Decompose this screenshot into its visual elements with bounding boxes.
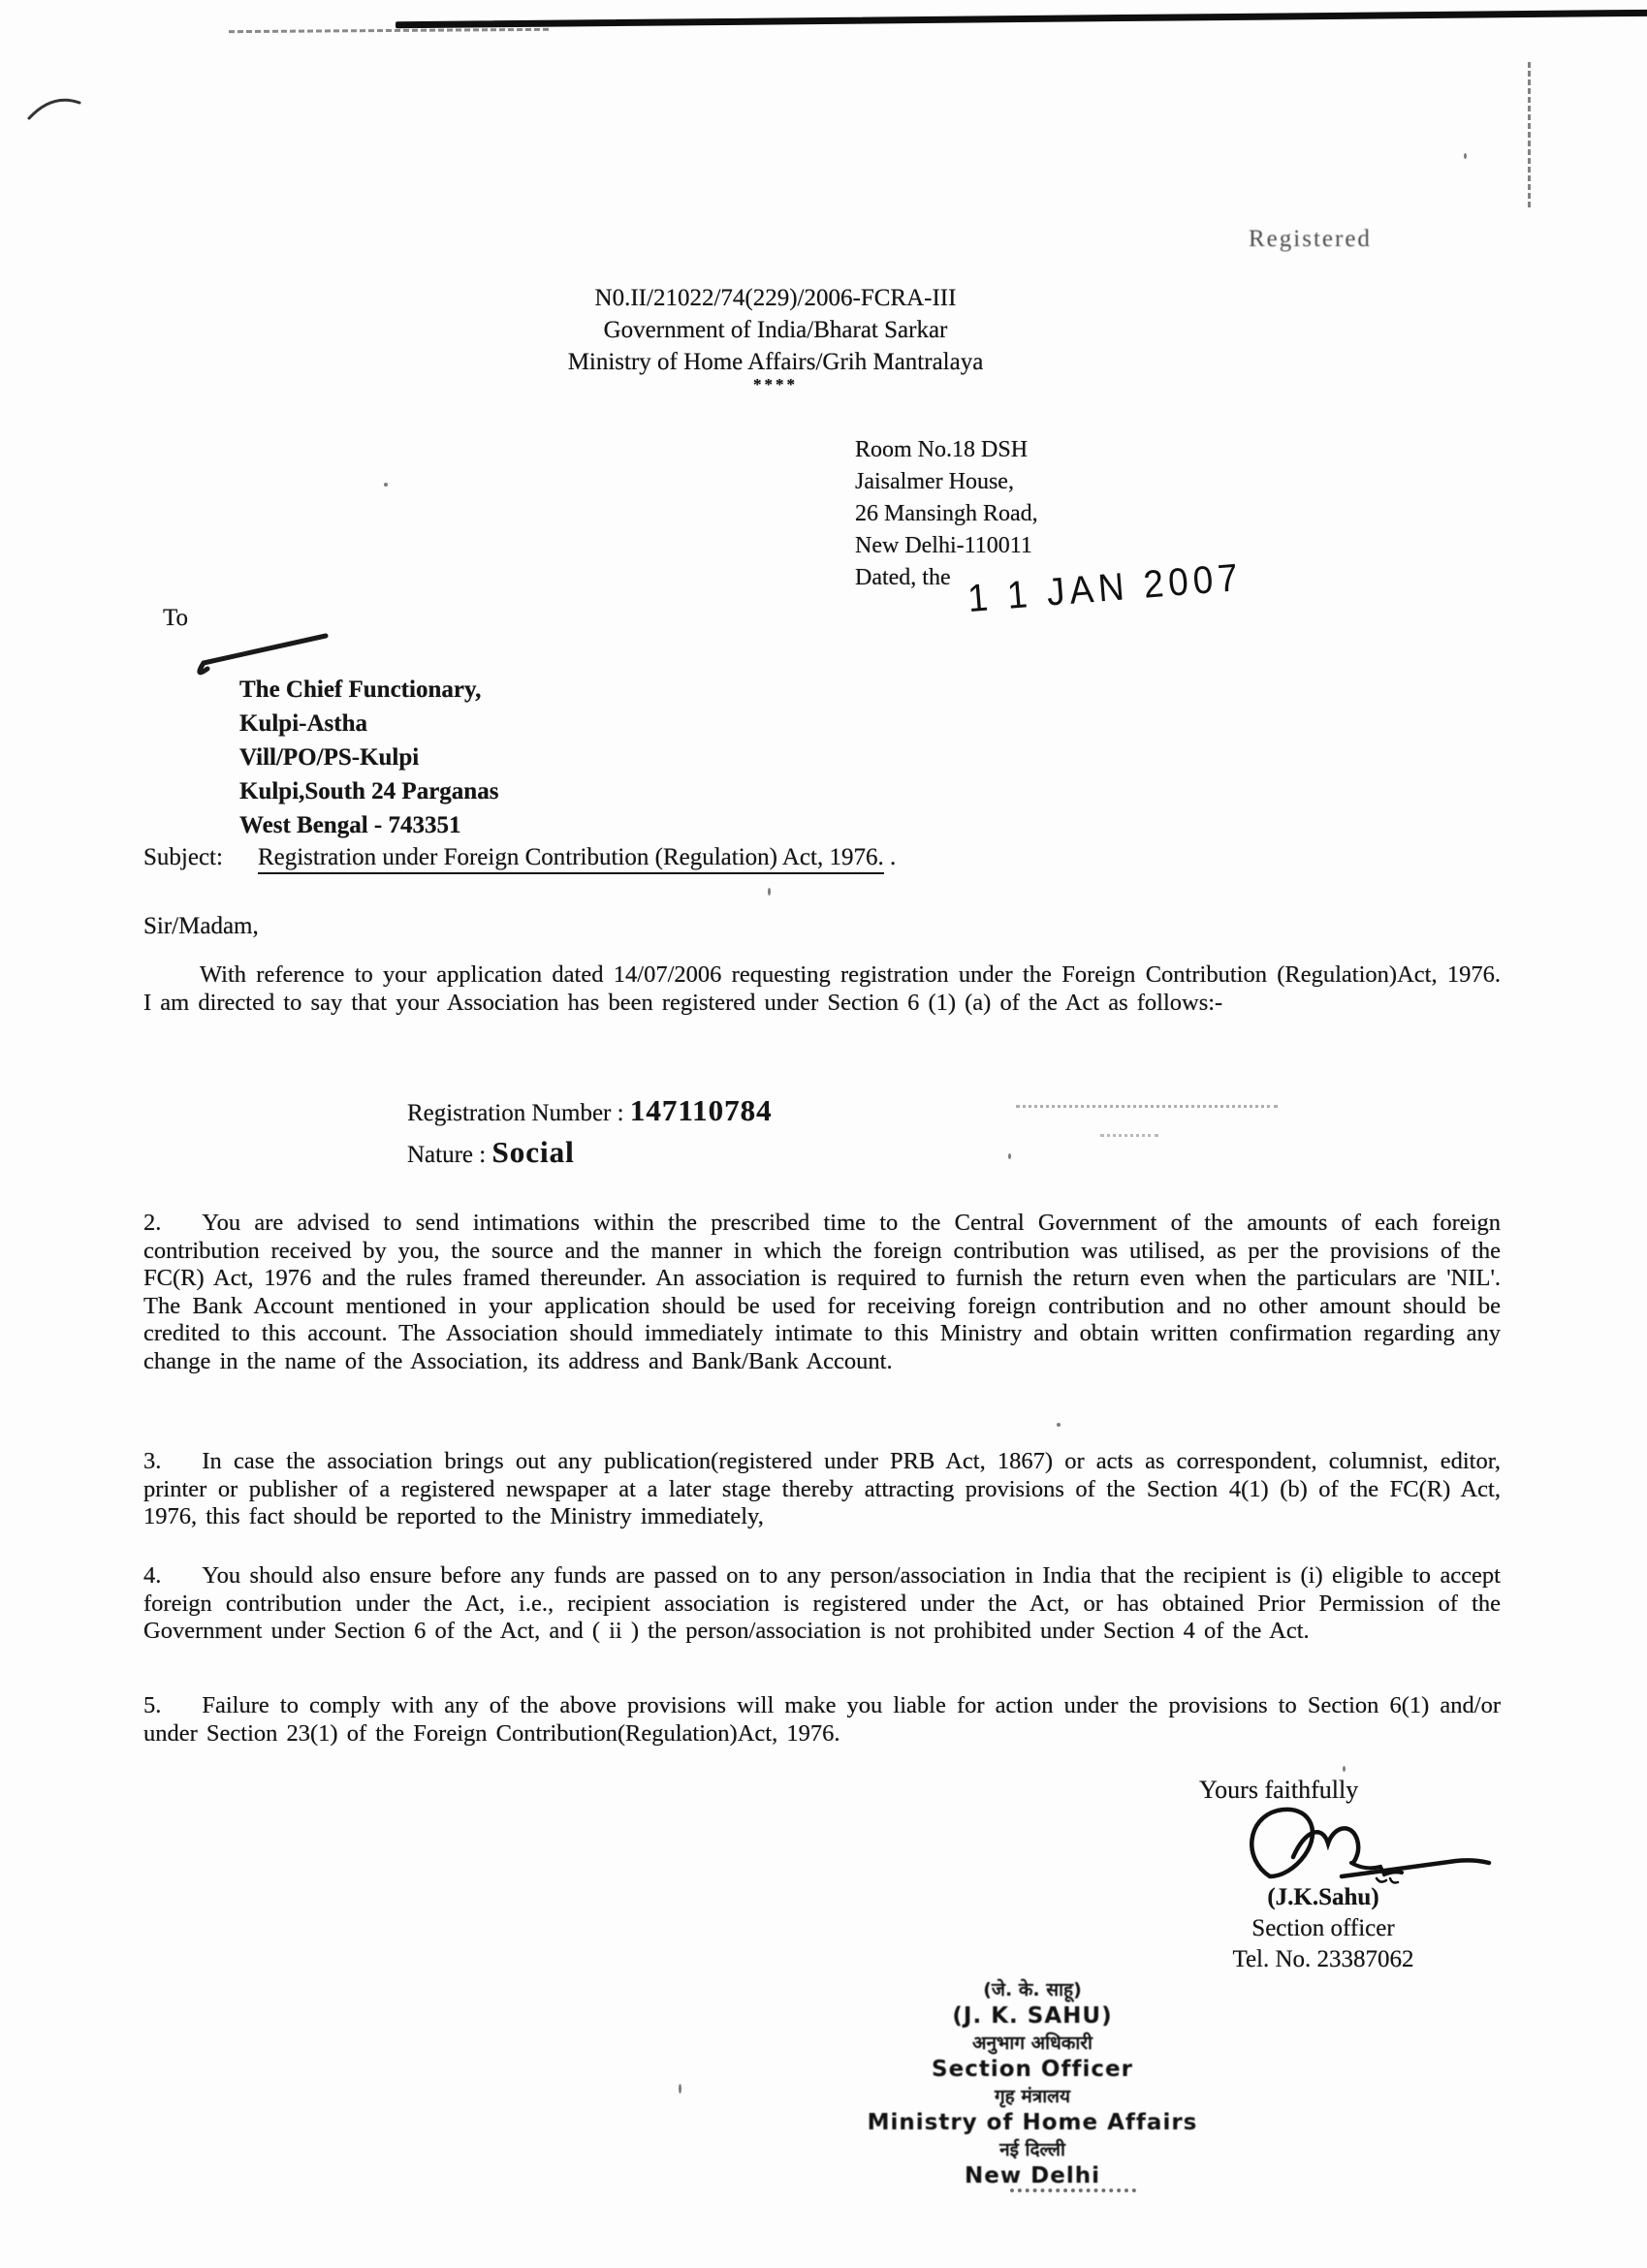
signatory-name: (J.K.Sahu) xyxy=(1267,1884,1379,1910)
scan-speck xyxy=(1464,153,1467,159)
paragraph-text: Failure to comply with any of the above provisions will make you liable for action under the provisions to Section 6(1) and/or under Section 23(1) of the Foreign Contribution(Regulation)Act, 1976. xyxy=(143,1692,1501,1747)
registered-label: Registered xyxy=(1249,226,1372,252)
scan-speck xyxy=(1008,1153,1011,1159)
scan-speck xyxy=(679,2084,681,2094)
body-paragraph-1: With reference to your application dated 14/07/2006 requesting registration under the Foreign Contribution (Regulation)Act, 1976. I am directed to say that your Association has been registered under Section 6 (1) (a) of the Act as follows:- xyxy=(143,961,1501,1016)
stamp-designation-english: Section Officer xyxy=(932,2057,1133,2082)
registration-number-value: 147110784 xyxy=(629,1093,773,1127)
recipient-line: The Chief Functionary, xyxy=(239,677,482,703)
scan-speck xyxy=(1343,1766,1346,1772)
paragraph-number: 5. xyxy=(143,1692,162,1718)
paragraph-text: In case the association brings out any publication(registered under PRB Act, 1867) or acts as correspondent, columnist, editor, printer or publisher of a registered newspaper at a later stage thereby attracting provisions of the Section 4(1) (b) of the FC(R) Act, 1976, this fact should be reported to the Ministry immediately, xyxy=(143,1448,1501,1530)
body-paragraph-3 xyxy=(143,1448,1501,1531)
recipient-line: Kulpi,South 24 Parganas xyxy=(239,778,499,804)
registration-number-label: Registration Number : xyxy=(407,1100,630,1126)
scan-speck xyxy=(384,483,388,487)
office-address-line: 26 Mansingh Road, xyxy=(855,501,1038,526)
ministry-line: Ministry of Home Affairs/Grih Mantralaya xyxy=(567,349,984,375)
dated-label: Dated, the xyxy=(855,565,951,590)
pen-mark-top-left xyxy=(25,89,93,128)
subject-row xyxy=(143,844,896,871)
salutation: Sir/Madam, xyxy=(143,913,259,939)
stamp-ministry-english: Ministry of Home Affairs xyxy=(867,2110,1198,2135)
paragraph-number: 2. xyxy=(143,1210,162,1236)
scan-artifact-dashes xyxy=(1016,1105,1278,1108)
scan-artifact-vertical-dashes xyxy=(1528,62,1531,207)
office-address-line: New Delhi-110011 xyxy=(855,533,1032,558)
scan-artifact-top-line xyxy=(396,10,1647,28)
registration-number-row xyxy=(407,1091,773,1133)
subject-label: Subject: xyxy=(143,844,223,870)
reference-number: N0.II/21022/74(229)/2006-FCRA-III xyxy=(594,285,957,311)
signatory-block xyxy=(1105,1882,1541,1975)
scan-artifact-top-dashes xyxy=(229,28,549,33)
paragraph-text: You should also ensure before any funds are passed on to any person/association in India that the recipient is (i) eligible to accept foreign contribution under the Act, i.e., recipient association is registered under the Act, or has obtained Prior Permission of the Government under Section 6 of the Act, and ( ii ) the person/association is not prohibited under Section 4 of the Act. xyxy=(143,1562,1501,1645)
scan-artifact-dashes xyxy=(1100,1134,1158,1137)
body-paragraph-4 xyxy=(143,1562,1501,1646)
stamp-name-hindi: (जे. के. साहू) xyxy=(983,1979,1082,2000)
recipient-line: Kulpi-Astha xyxy=(239,710,367,737)
registration-details xyxy=(407,1091,773,1175)
body-paragraph-2 xyxy=(143,1210,1501,1376)
recipient-block xyxy=(239,673,498,842)
stamp-ministry-hindi: गृह मंत्रालय xyxy=(994,2086,1071,2107)
body-paragraph-5 xyxy=(143,1692,1501,1748)
to-label: To xyxy=(163,605,189,631)
subject-trailing-dot: . xyxy=(889,844,897,870)
stamp-city-english: New Delhi xyxy=(965,2163,1100,2189)
scan-speck xyxy=(768,888,771,896)
stamp-name-english: (J. K. SAHU) xyxy=(952,2003,1113,2029)
scan-speck xyxy=(1057,1423,1061,1427)
nature-value: Social xyxy=(491,1135,575,1169)
government-line: Government of India/Bharat Sarkar xyxy=(603,317,948,343)
subject-text: Registration under Foreign Contribution (Regulation) Act, 1976. xyxy=(258,844,884,874)
office-address-line: Jaisalmer House, xyxy=(855,469,1014,494)
paragraph-number: 4. xyxy=(143,1562,162,1589)
stamp-designation-hindi: अनुभाग अधिकारी xyxy=(972,2032,1093,2054)
recipient-line: Vill/PO/PS-Kulpi xyxy=(239,744,420,771)
paragraph-text: You are advised to send intimations within the prescribed time to the Central Government of the amounts of each foreign contribution received by you, the source and the manner in which the foreign contribution was utilised, as per the provisions of the FC(R) Act, 1976 and the rules framed thereunder. An association is required to furnish the return even when the particulars are 'NIL'. The Bank Account mentioned in your application should be used for receiving foreign contribution and no other amount should be credited to this account. The Association should immediately intimate to this Ministry and obtain written confirmation regarding any change in the name of the Association, its address and Bank/Bank Account. xyxy=(143,1210,1501,1374)
header-separator: **** xyxy=(753,375,798,394)
closing-salutation: Yours faithfully xyxy=(1199,1776,1359,1804)
office-address-block xyxy=(855,434,1038,594)
signatory-designation: Section officer xyxy=(1251,1915,1395,1941)
nature-row xyxy=(407,1133,773,1175)
office-address-line: Room No.18 DSH xyxy=(855,437,1029,462)
nature-label: Nature : xyxy=(407,1142,492,1168)
recipient-line: West Bengal - 743351 xyxy=(239,812,461,838)
office-rubber-stamp xyxy=(805,1977,1260,2190)
paragraph-number: 3. xyxy=(143,1448,162,1474)
date-stamp: 1 1 JAN 2007 xyxy=(966,555,1245,620)
signatory-phone: Tel. No. 23387062 xyxy=(1232,1946,1414,1972)
handwritten-signature xyxy=(1233,1801,1514,1893)
letter-header xyxy=(417,282,1134,392)
stamp-city-hindi: नई दिल्ली xyxy=(999,2139,1065,2160)
stamp-smudge-dashes xyxy=(1010,2189,1136,2192)
